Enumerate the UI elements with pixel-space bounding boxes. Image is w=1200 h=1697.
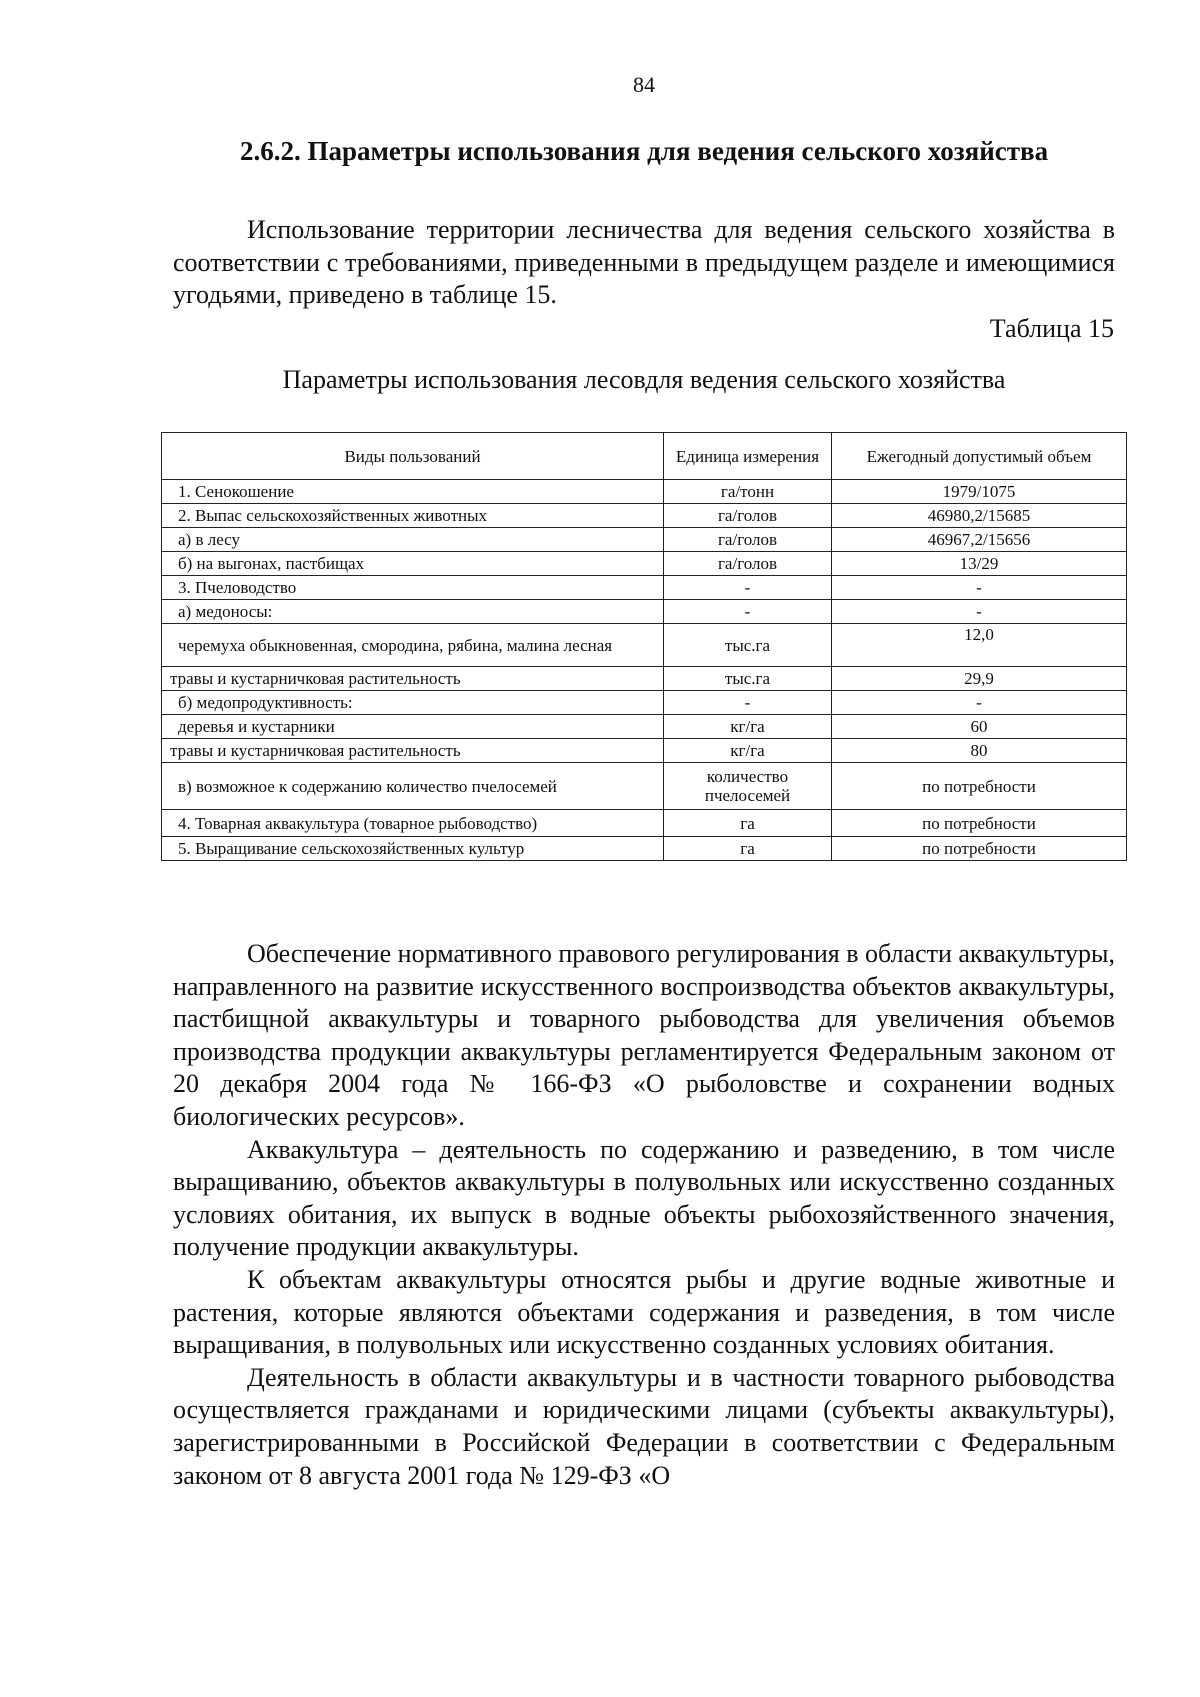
cell-unit: тыс.га	[664, 667, 832, 691]
table-row	[162, 691, 1127, 715]
cell-usage-type: а) в лесу	[162, 528, 664, 552]
header-usage-type: Виды пользований	[162, 433, 664, 480]
table-row	[162, 837, 1127, 861]
table-header-row	[162, 433, 1127, 480]
cell-volume: 80	[832, 739, 1127, 763]
table-row	[162, 667, 1127, 691]
cell-volume: 46980,2/15685	[832, 504, 1127, 528]
cell-usage-type: черемуха обыкновенная, смородина, рябина, малина лесная	[162, 624, 664, 667]
cell-usage-type: 1. Сенокошение	[162, 480, 664, 504]
intro-paragraph	[173, 214, 1115, 312]
cell-unit: га/тонн	[664, 480, 832, 504]
cell-usage-type: в) возможное к содержанию количество пчелосемей	[162, 763, 664, 810]
cell-unit: кг/га	[664, 715, 832, 739]
cell-usage-type: травы и кустарничковая растительность	[162, 739, 664, 763]
cell-usage-type: 4. Товарная аквакультура (товарное рыбоводство)	[162, 810, 664, 837]
cell-volume: по потребности	[832, 763, 1127, 810]
header-annual-volume: Ежегодный допустимый объем	[832, 433, 1127, 480]
table-row	[162, 480, 1127, 504]
section-heading: 2.6.2. Параметры использования для ведения сельского хозяйства	[240, 136, 1049, 166]
cell-volume: 29,9	[832, 667, 1127, 691]
table-title: Параметры использования лесовдля ведения сельского хозяйства	[282, 365, 1006, 394]
body-paragraph: Аквакультура – деятельность по содержанию и разведению, в том числе выращиванию, объектов аквакультуры в полувольных или искусственно созданных условиях обитания, их выпуск в водные объекты рыбохозяйственного значения, получение продукции аквакультуры.	[173, 1134, 1115, 1262]
cell-volume: -	[832, 576, 1127, 600]
table-label: Таблица 15	[989, 314, 1114, 343]
cell-unit: -	[664, 600, 832, 624]
cell-volume: 60	[832, 715, 1127, 739]
cell-usage-type: 5. Выращивание сельскохозяйственных культур	[162, 837, 664, 861]
cell-unit: га/голов	[664, 528, 832, 552]
cell-unit: га/голов	[664, 504, 832, 528]
table-row	[162, 576, 1127, 600]
page-number: 84	[633, 72, 655, 97]
cell-unit: га	[664, 837, 832, 861]
cell-usage-type: 2. Выпас сельскохозяйственных животных	[162, 504, 664, 528]
cell-unit: количество пчелосемей	[664, 763, 832, 810]
table-row	[162, 739, 1127, 763]
cell-usage-type: деревья и кустарники	[162, 715, 664, 739]
cell-volume: 46967,2/15656	[832, 528, 1127, 552]
cell-unit: -	[664, 576, 832, 600]
cell-usage-type: а) медоносы:	[162, 600, 664, 624]
body-paragraph: К объектам аквакультуры относятся рыбы и другие водные животные и растения, которые являются объектами содержания и разведения, в том числе выращивания, в полувольных или искусственно созданных условиях обитания.	[173, 1264, 1115, 1360]
cell-usage-type: б) на выгонах, пастбищах	[162, 552, 664, 576]
table-row	[162, 763, 1127, 810]
cell-volume: 13/29	[832, 552, 1127, 576]
table-row	[162, 810, 1127, 837]
cell-volume: по потребности	[832, 837, 1127, 861]
cell-unit: -	[664, 691, 832, 715]
cell-unit: кг/га	[664, 739, 832, 763]
table-row	[162, 528, 1127, 552]
table-row	[162, 504, 1127, 528]
cell-volume: -	[832, 600, 1127, 624]
cell-volume: 1979/1075	[832, 480, 1127, 504]
cell-volume: 12,0	[832, 624, 1127, 667]
header-unit: Единица измерения	[664, 433, 832, 480]
cell-usage-type: б) медопродуктивность:	[162, 691, 664, 715]
cell-usage-type: 3. Пчеловодство	[162, 576, 664, 600]
cell-volume: -	[832, 691, 1127, 715]
body-text	[173, 938, 1115, 1492]
cell-volume: по потребности	[832, 810, 1127, 837]
cell-unit: га/голов	[664, 552, 832, 576]
intro-text: Использование территории лесничества для ведения сельского хозяйства в соответствии с требованиями, приведенными в предыдущем разделе и имеющимися угодьями, приведено в таблице 15.	[173, 215, 1115, 310]
table-row	[162, 624, 1127, 667]
cell-unit: га	[664, 810, 832, 837]
cell-usage-type: травы и кустарничковая растительность	[162, 667, 664, 691]
table-row	[162, 715, 1127, 739]
cell-unit: тыс.га	[664, 624, 832, 667]
parameters-table	[161, 432, 1127, 861]
body-paragraph: Обеспечение нормативного правового регулирования в области аквакультуры, направленного на развитие искусственного воспроизводства объектов аквакультуры, пастбищной аквакультуры и товарного рыбоводства для увеличения объемов производства продукции аквакультуры регламентируется Федеральным законом от 20 декабря 2004 года № 166-ФЗ «О рыболовстве и сохранении водных биологических ресурсов».	[173, 939, 1115, 1131]
table-row	[162, 552, 1127, 576]
body-paragraph: Деятельность в области аквакультуры и в частности товарного рыбоводства осуществляется гражданами и юридическими лицами (субъекты аквакультуры), зарегистрированными в Российской Федерации в соответствии с Федеральным законом от 8 августа 2001 года № 129-ФЗ «О	[173, 1362, 1115, 1490]
table-row	[162, 600, 1127, 624]
